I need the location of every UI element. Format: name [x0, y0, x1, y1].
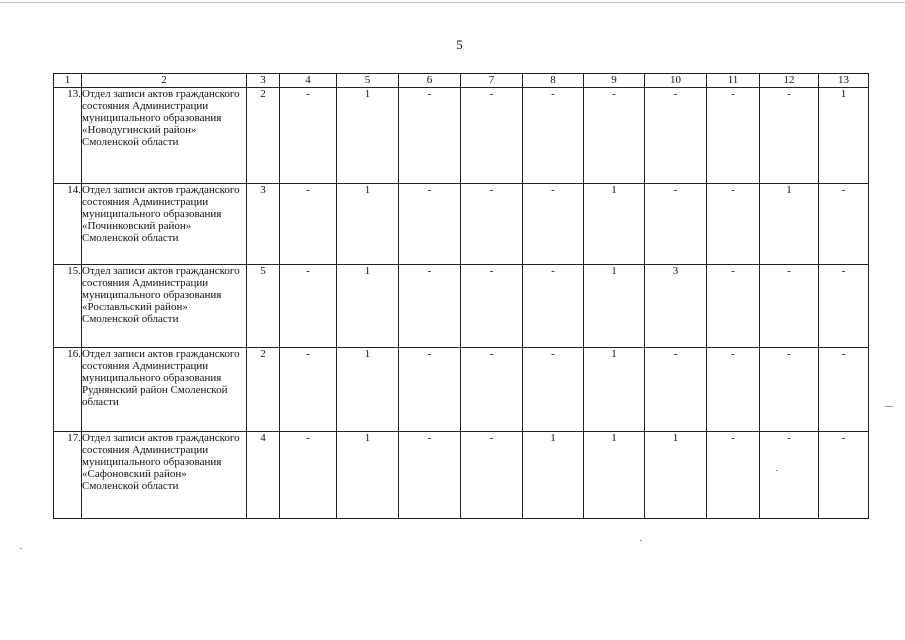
scan-speck [776, 470, 778, 471]
header-cell: 12 [760, 74, 819, 88]
row-number: 17. [54, 432, 82, 519]
value-cell: - [461, 432, 523, 519]
value-cell: - [280, 88, 337, 184]
header-cell: 4 [280, 74, 337, 88]
header-cell: 6 [399, 74, 461, 88]
value-cell: 4 [247, 432, 280, 519]
value-cell: 1 [760, 184, 819, 265]
value-cell: - [760, 265, 819, 348]
value-cell: - [645, 184, 707, 265]
scan-speck [20, 548, 22, 549]
value-cell: 1 [337, 265, 399, 348]
value-cell: 1 [337, 348, 399, 432]
row-number: 13. [54, 88, 82, 184]
header-cell: 11 [707, 74, 760, 88]
value-cell: - [760, 88, 819, 184]
value-cell: - [707, 88, 760, 184]
row-number: 14. [54, 184, 82, 265]
value-cell: - [707, 265, 760, 348]
page-number: 5 [456, 37, 463, 52]
value-cell: 1 [337, 88, 399, 184]
header-cell: 1 [54, 74, 82, 88]
value-cell: - [760, 348, 819, 432]
value-cell: - [280, 432, 337, 519]
header-cell: 2 [82, 74, 247, 88]
top-border-line [0, 2, 905, 3]
value-cell: 1 [337, 184, 399, 265]
value-cell: - [280, 265, 337, 348]
value-cell: - [584, 88, 645, 184]
value-cell: 2 [247, 88, 280, 184]
value-cell: - [523, 265, 584, 348]
value-cell: - [523, 184, 584, 265]
value-cell: 2 [247, 348, 280, 432]
table-row [54, 265, 869, 348]
table-row [54, 88, 869, 184]
row-number: 15. [54, 265, 82, 348]
office-name: Отдел записи актов гражданского состояния Администрации муниципального образования «Сафоновский район» Смоленской области [82, 432, 247, 519]
value-cell: - [399, 265, 461, 348]
value-cell: - [645, 88, 707, 184]
value-cell: 1 [819, 88, 869, 184]
value-cell: - [399, 184, 461, 265]
value-cell: - [645, 348, 707, 432]
value-cell: - [819, 348, 869, 432]
value-cell: 1 [584, 265, 645, 348]
value-cell: - [461, 88, 523, 184]
office-name: Отдел записи актов гражданского состояния Администрации муниципального образования «Починковский район» Смоленской области [82, 184, 247, 265]
table-header-row [54, 74, 869, 88]
table-row [54, 184, 869, 265]
value-cell: 5 [247, 265, 280, 348]
table-row [54, 432, 869, 519]
value-cell: - [461, 184, 523, 265]
header-cell: 7 [461, 74, 523, 88]
value-cell: - [760, 432, 819, 519]
value-cell: 1 [584, 184, 645, 265]
value-cell: - [819, 432, 869, 519]
value-cell: 3 [247, 184, 280, 265]
office-name: Отдел записи актов гражданского состояния Администрации муниципального образования «Новодугинский район» Смоленской области [82, 88, 247, 184]
value-cell: 1 [584, 348, 645, 432]
value-cell: - [707, 432, 760, 519]
header-cell: 13 [819, 74, 869, 88]
value-cell: 1 [337, 432, 399, 519]
value-cell: 1 [584, 432, 645, 519]
header-cell: 9 [584, 74, 645, 88]
value-cell: - [707, 184, 760, 265]
table-row [54, 348, 869, 432]
value-cell: - [819, 184, 869, 265]
scan-speck [885, 406, 893, 407]
value-cell: - [399, 348, 461, 432]
row-number: 16. [54, 348, 82, 432]
header-cell: 10 [645, 74, 707, 88]
records-table [53, 73, 869, 519]
header-cell: 3 [247, 74, 280, 88]
value-cell: - [461, 348, 523, 432]
value-cell: - [461, 265, 523, 348]
office-name: Отдел записи актов гражданского состояния Администрации муниципального образования «Рославльский район» Смоленской области [82, 265, 247, 348]
value-cell: - [819, 265, 869, 348]
header-cell: 5 [337, 74, 399, 88]
value-cell: 3 [645, 265, 707, 348]
value-cell: - [280, 348, 337, 432]
header-cell: 8 [523, 74, 584, 88]
value-cell: - [399, 88, 461, 184]
scan-speck [640, 540, 642, 541]
value-cell: 1 [523, 432, 584, 519]
value-cell: 1 [645, 432, 707, 519]
value-cell: - [707, 348, 760, 432]
value-cell: - [523, 88, 584, 184]
office-name: Отдел записи актов гражданского состояния Администрации муниципального образования Руднянский район Смоленской области [82, 348, 247, 432]
value-cell: - [280, 184, 337, 265]
value-cell: - [523, 348, 584, 432]
value-cell: - [399, 432, 461, 519]
